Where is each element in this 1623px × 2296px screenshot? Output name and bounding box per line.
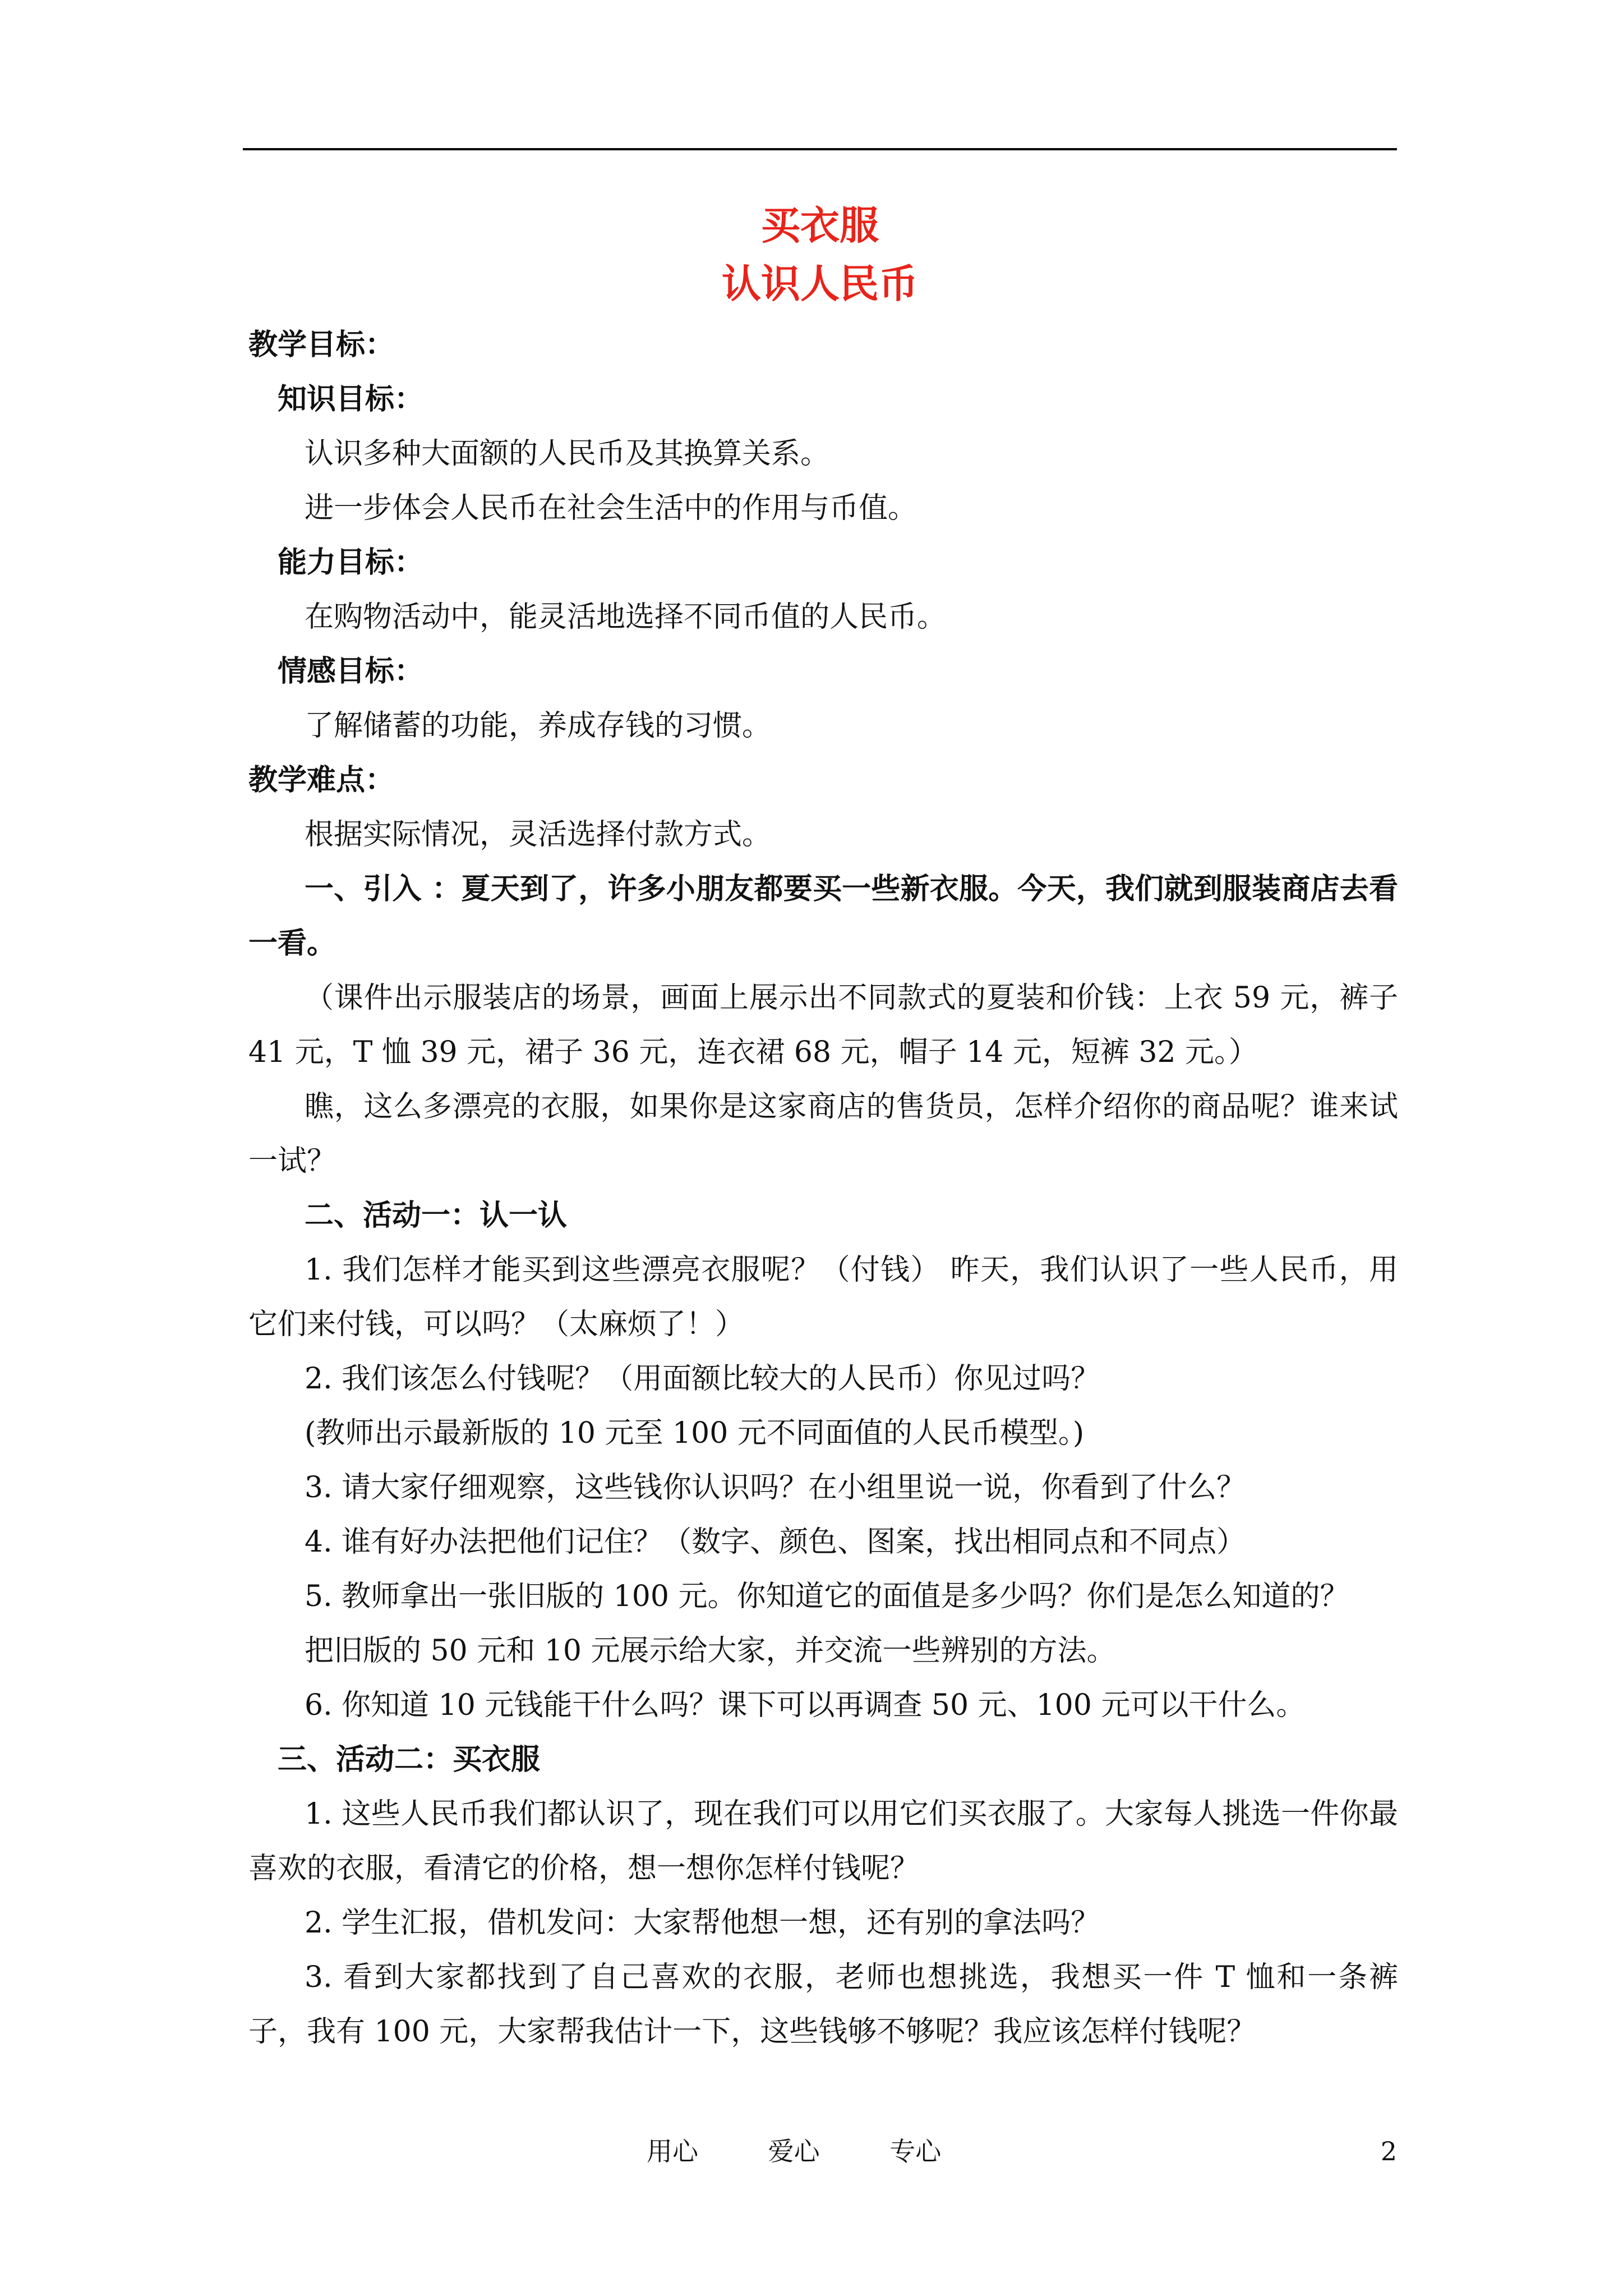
body-paragraph: （课件出示服装店的场景，画面上展示出不同款式的夏装和价钱：上衣 59 元，裤子 41 元，T 恤 39 元，裙子 36 元，连衣裙 68 元，帽子 14 元，短裤 32 元。） xyxy=(248,981,1398,1069)
section-heading: 二、活动一：认一认 xyxy=(305,1199,568,1232)
document-subtitle: 认识人民币 xyxy=(722,261,918,307)
body-paragraph: 2. 学生汇报，借机发问：大家帮他想一想，还有别的拿法吗？ xyxy=(305,1906,1100,1940)
document-body xyxy=(248,318,1398,2059)
body-paragraph: 5. 教师拿出一张旧版的 100 元。你知道它的面值是多少吗？你们是怎么知道的？ xyxy=(305,1580,1349,1613)
section-heading: 教学难点： xyxy=(248,763,395,797)
body-paragraph: 了解储蓄的功能，养成存钱的习惯。 xyxy=(305,709,772,743)
page-footer xyxy=(243,2132,1397,2171)
section-heading: 知识目标： xyxy=(278,383,424,416)
footer-word: 用心 xyxy=(647,2136,698,2166)
footer-word: 爱心 xyxy=(768,2136,820,2166)
body-paragraph: 3. 请大家仔细观察，这些钱你认识吗？在小组里说一说，你看到了什么？ xyxy=(305,1471,1246,1504)
body-paragraph: 瞧，这么多漂亮的衣服，如果你是这家商店的售货员，怎样介绍你的商品呢？谁来试一试？ xyxy=(248,1090,1398,1178)
body-paragraph: 3. 看到大家都找到了自己喜欢的衣服，老师也想挑选，我想买一件 T 恤和一条裤子，我有 100 元，大家帮我估计一下，这些钱够不够呢？我应该怎样付钱呢？ xyxy=(248,1961,1398,2049)
body-paragraph: 1. 这些人民币我们都认识了，现在我们可以用它们买衣服了。大家每人挑选一件你最喜欢的衣服，看清它的价格，想一想你怎样付钱呢？ xyxy=(248,1797,1398,1885)
title-block xyxy=(243,196,1397,313)
section-heading: 能力目标： xyxy=(278,546,424,579)
body-paragraph: 认识多种大面额的人民币及其换算关系。 xyxy=(305,437,830,471)
section-heading: 一、引入 ：夏天到了，许多小朋友都要买一些新衣服。今天，我们就到服装商店去看一看。 xyxy=(248,872,1398,960)
page-number: 2 xyxy=(1380,2136,1397,2166)
body-paragraph: 2. 我们该怎么付钱呢？（用面额比较大的人民币）你见过吗？ xyxy=(305,1362,1100,1396)
body-paragraph: 6. 你知道 10 元钱能干什么吗？课下可以再调查 50 元、100 元可以干什么。 xyxy=(305,1688,1306,1722)
body-paragraph: 根据实际情况，灵活选择付款方式。 xyxy=(305,818,772,852)
body-paragraph: 进一步体会人民币在社会生活中的作用与币值。 xyxy=(305,491,917,525)
document-title: 买衣服 xyxy=(761,203,879,249)
body-paragraph: 1. 我们怎样才能买到这些漂亮衣服呢？（付钱） 昨天，我们认识了一些人民币，用它们来付钱，可以吗？（太麻烦了！） xyxy=(248,1253,1398,1341)
body-paragraph: (教师出示最新版的 10 元至 100 元不同面值的人民币模型。) xyxy=(305,1416,1085,1450)
section-heading: 情感目标： xyxy=(278,655,424,688)
body-paragraph: 4. 谁有好办法把他们记住？（数字、颜色、图案，找出相同点和不同点） xyxy=(305,1525,1246,1559)
footer-word: 专心 xyxy=(889,2136,942,2166)
body-paragraph: 把旧版的 50 元和 10 元展示给大家，并交流一些辨别的方法。 xyxy=(305,1634,1116,1668)
section-heading: 三、活动二：买衣服 xyxy=(278,1743,541,1777)
header-rule xyxy=(243,148,1397,150)
footer-motto xyxy=(647,2132,1003,2171)
section-heading: 教学目标： xyxy=(248,328,395,362)
body-paragraph: 在购物活动中，能灵活地选择不同币值的人民币。 xyxy=(305,600,947,634)
